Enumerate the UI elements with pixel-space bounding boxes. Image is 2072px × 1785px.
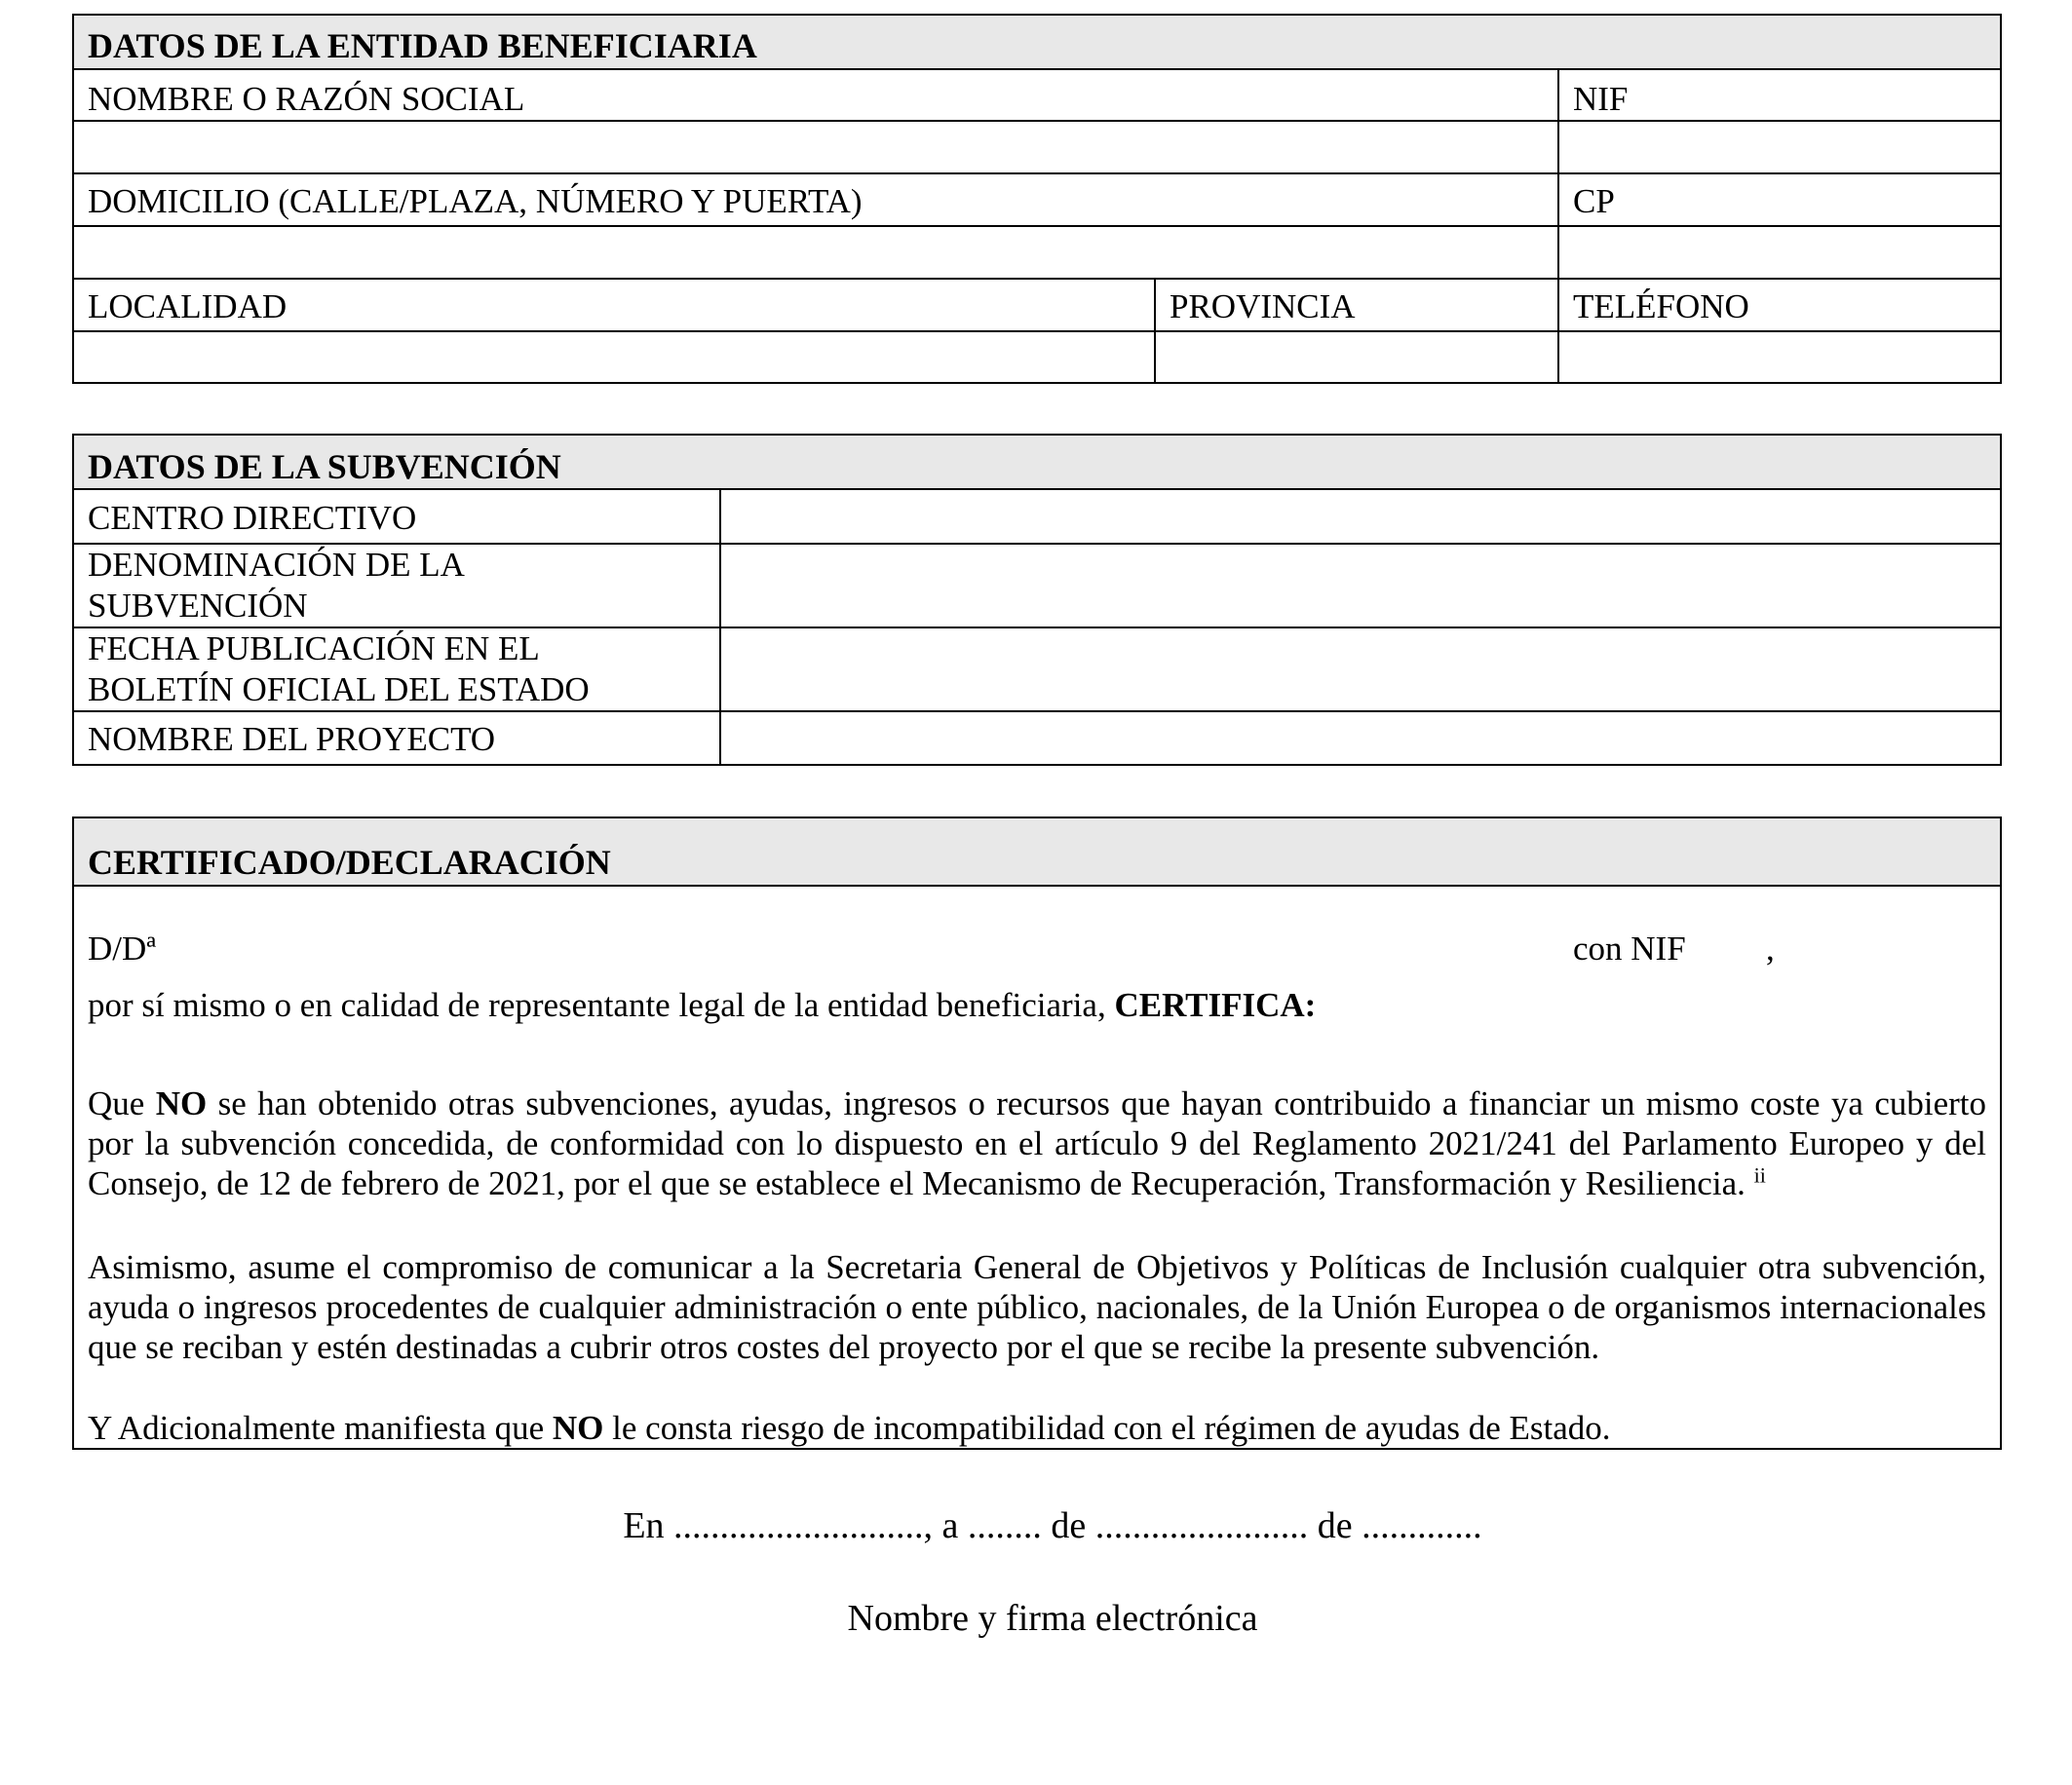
nombre-field[interactable] xyxy=(74,122,1557,172)
provincia-field[interactable] xyxy=(1156,332,1557,382)
nombre-label: NOMBRE O RAZÓN SOCIAL xyxy=(88,80,525,118)
fecha-label-line-1: FECHA PUBLICACIÓN EN EL xyxy=(88,629,540,667)
incompatibilidad-paragraph xyxy=(88,1408,1988,1448)
denominacion-label-line-1: DENOMINACIÓN DE LA xyxy=(88,546,465,584)
con-nif-label: con NIF xyxy=(1573,930,1686,968)
telefono-field[interactable] xyxy=(1559,332,2000,382)
telefono-label: TELÉFONO xyxy=(1573,287,1749,325)
certificado-section xyxy=(72,817,2002,1450)
denominacion-label-line-2: SUBVENCIÓN xyxy=(88,587,308,625)
no-subvenciones-paragraph xyxy=(88,1083,1986,1203)
p1-text: se han obtenido otras subvenciones, ayudas, ingresos o recursos que hayan contribuido a financiar un mismo coste ya cubierto por la subvención concedida, de conformidad con lo dispuesto en el artículo 9 del Reglamento 2021/241 del Parlamento Europeo y del Consejo, de 12 de febrero de 2021, por el que se establece el Mecanismo de Recuperación, Transformación y Resiliencia. xyxy=(88,1084,1986,1202)
p1-no: NO xyxy=(155,1084,208,1122)
divider xyxy=(1154,278,1156,384)
fecha-label-line-2: BOLETÍN OFICIAL DEL ESTADO xyxy=(88,670,590,708)
domicilio-label: DOMICILIO (CALLE/PLAZA, NÚMERO Y PUERTA) xyxy=(88,182,863,220)
localidad-label: LOCALIDAD xyxy=(88,287,288,325)
fecha-field[interactable] xyxy=(721,628,2000,710)
provincia-label: PROVINCIA xyxy=(1170,287,1356,325)
subvencion-section xyxy=(72,434,2002,766)
firma-label: Nombre y firma electrónica xyxy=(847,1598,1258,1639)
centro-label: CENTRO DIRECTIVO xyxy=(88,499,417,537)
certificado-section-title: CERTIFICADO/DECLARACIÓN xyxy=(74,818,2000,887)
footnote-ref[interactable]: ii xyxy=(1753,1162,1766,1188)
denominacion-field[interactable] xyxy=(721,545,2000,627)
nif-field[interactable] xyxy=(1559,122,2000,172)
calidad-paragraph xyxy=(88,985,1988,1025)
compromiso-paragraph: Asimismo, asume el compromiso de comunicar a la Secretaria General de Objetivos y Políticas de Inclusión cualquier otra subvención, ayuda o ingresos procedentes de cualquier administración o ente público, nacionales, de la Unión Europea o de organismos internacionales que se reciban y estén destinadas a cubrir otros costes del proyecto por el que se recibe la presente subvención. xyxy=(88,1248,1986,1366)
divider xyxy=(1557,70,1559,384)
p3-pre: Y Adicionalmente manifiesta que xyxy=(88,1409,553,1447)
nif-comma: , xyxy=(1766,930,1775,968)
p3-text: le consta riesgo de incompatibilidad con el régimen de ayudas de Estado. xyxy=(603,1409,1611,1447)
calidad-text: por sí mismo o en calidad de representante legal de la entidad beneficiaria, xyxy=(88,986,1115,1024)
centro-field[interactable] xyxy=(721,490,2000,543)
proyecto-field[interactable] xyxy=(721,712,2000,764)
denominacion-label xyxy=(74,545,717,627)
fecha-lugar-line[interactable]: En ..........................., a ........ de ....................... de ............. xyxy=(623,1505,1482,1546)
proyecto-label: NOMBRE DEL PROYECTO xyxy=(88,720,496,758)
p3-no: NO xyxy=(552,1409,604,1447)
divider xyxy=(719,490,721,766)
dd-label: D/Dª xyxy=(88,930,156,968)
entidad-section xyxy=(72,14,2002,384)
nif-label: NIF xyxy=(1573,80,1629,118)
dd-name-field[interactable] xyxy=(181,926,1526,970)
domicilio-field[interactable] xyxy=(74,227,1557,278)
certifica-keyword: CERTIFICA: xyxy=(1114,986,1317,1024)
cp-label: CP xyxy=(1573,182,1615,220)
cp-field[interactable] xyxy=(1559,227,2000,278)
subvencion-section-title: DATOS DE LA SUBVENCIÓN xyxy=(74,436,2000,490)
entidad-section-title: DATOS DE LA ENTIDAD BENEFICIARIA xyxy=(74,16,2000,70)
fecha-label xyxy=(74,628,717,710)
p1-pre: Que xyxy=(88,1084,156,1122)
localidad-field[interactable] xyxy=(74,332,1154,382)
